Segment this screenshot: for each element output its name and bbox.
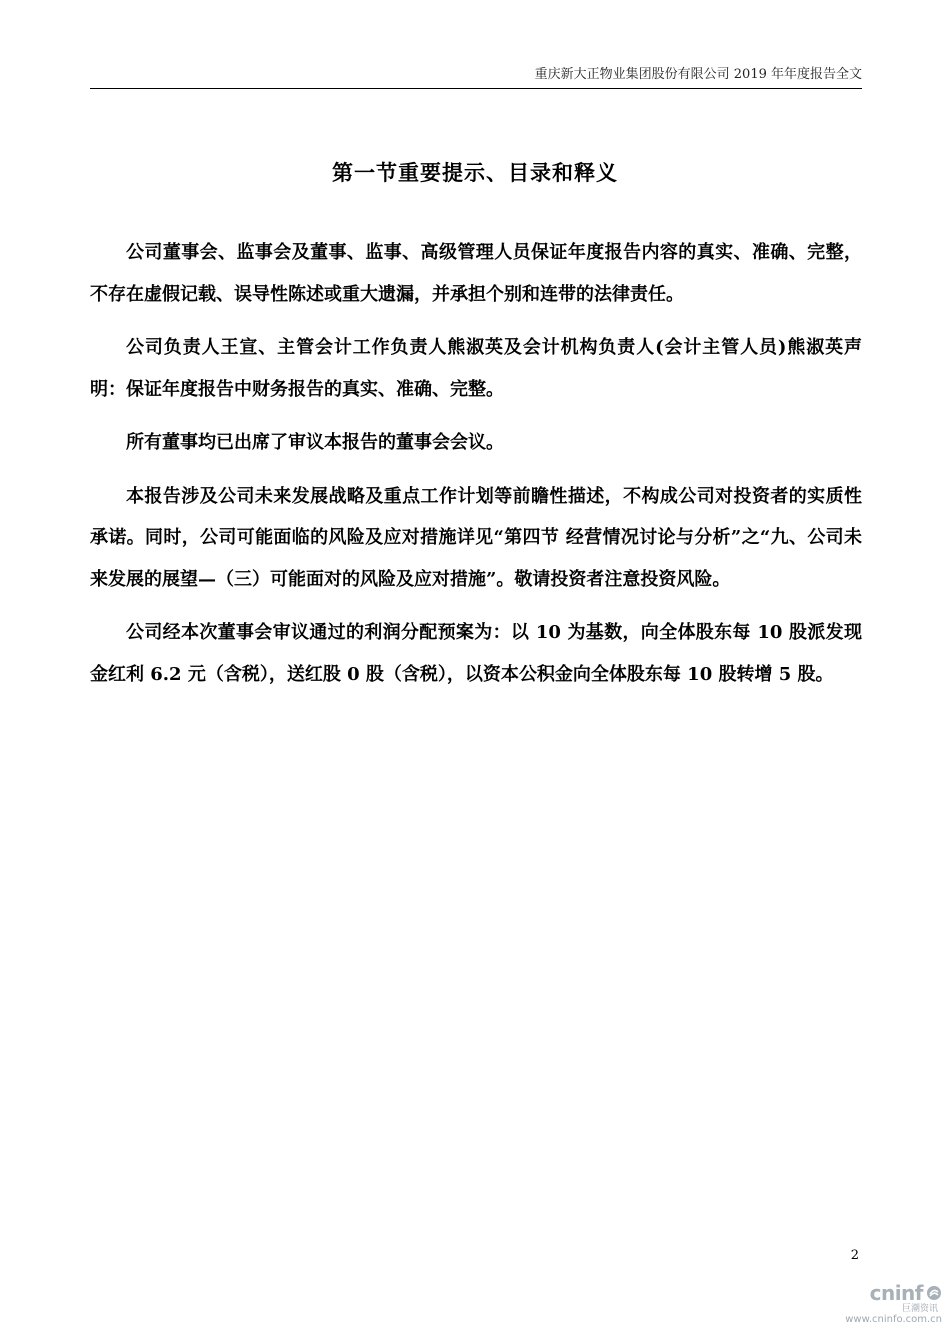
paragraph-profit-distribution: 公司经本次董事会审议通过的利润分配预案为：以 10 为基数，向全体股东每 10 股派发现金红利 6.2 元（含税），送红股 0 股（含税），以资本公积金向全体股东每 10 股转增 5 股。 bbox=[90, 622, 862, 685]
cninfo-logo-icon bbox=[926, 1285, 942, 1301]
cninfo-watermark bbox=[832, 1282, 942, 1326]
paragraph-board-attendance: 所有董事均已出席了审议本报告的董事会会议。 bbox=[126, 432, 504, 453]
page-number: 2 bbox=[850, 1248, 859, 1263]
cninfo-url: www.cninfo.com.cn bbox=[845, 1314, 942, 1325]
paragraph-forward-looking-disclaimer: 本报告涉及公司未来发展战略及重点工作计划等前瞻性描述，不构成公司对投资者的实质性承诺。同时，公司可能面临的风险及应对措施详见“第四节 经营情况讨论与分析”之“九、公司未来发展的展望—（三）可能面对的风险及应对措施”。敬请投资者注意投资风险。 bbox=[90, 485, 862, 590]
paragraph-responsibility-statement: 公司董事会、监事会及董事、监事、高级管理人员保证年度报告内容的真实、准确、完整，不存在虚假记载、误导性陈述或重大遗漏，并承担个别和连带的法律责任。 bbox=[90, 242, 862, 305]
running-header-title: 重庆新大正物业集团股份有限公司 2019 年年度报告全文 bbox=[534, 67, 862, 82]
body-text bbox=[90, 232, 862, 707]
cninfo-brand-cn: 巨潮资讯 bbox=[901, 1304, 938, 1314]
paragraph-financial-statement-declaration: 公司负责人王宣、主管会计工作负责人熊淑英及会计机构负责人(会计主管人员)熊淑英声明：保证年度报告中财务报告的真实、准确、完整。 bbox=[90, 337, 862, 400]
running-header bbox=[90, 66, 862, 89]
cninfo-brand: cninf bbox=[869, 1281, 923, 1305]
cninfo-logo bbox=[832, 1282, 942, 1304]
section-title: 第一节重要提示、目录和释义 bbox=[332, 160, 618, 185]
